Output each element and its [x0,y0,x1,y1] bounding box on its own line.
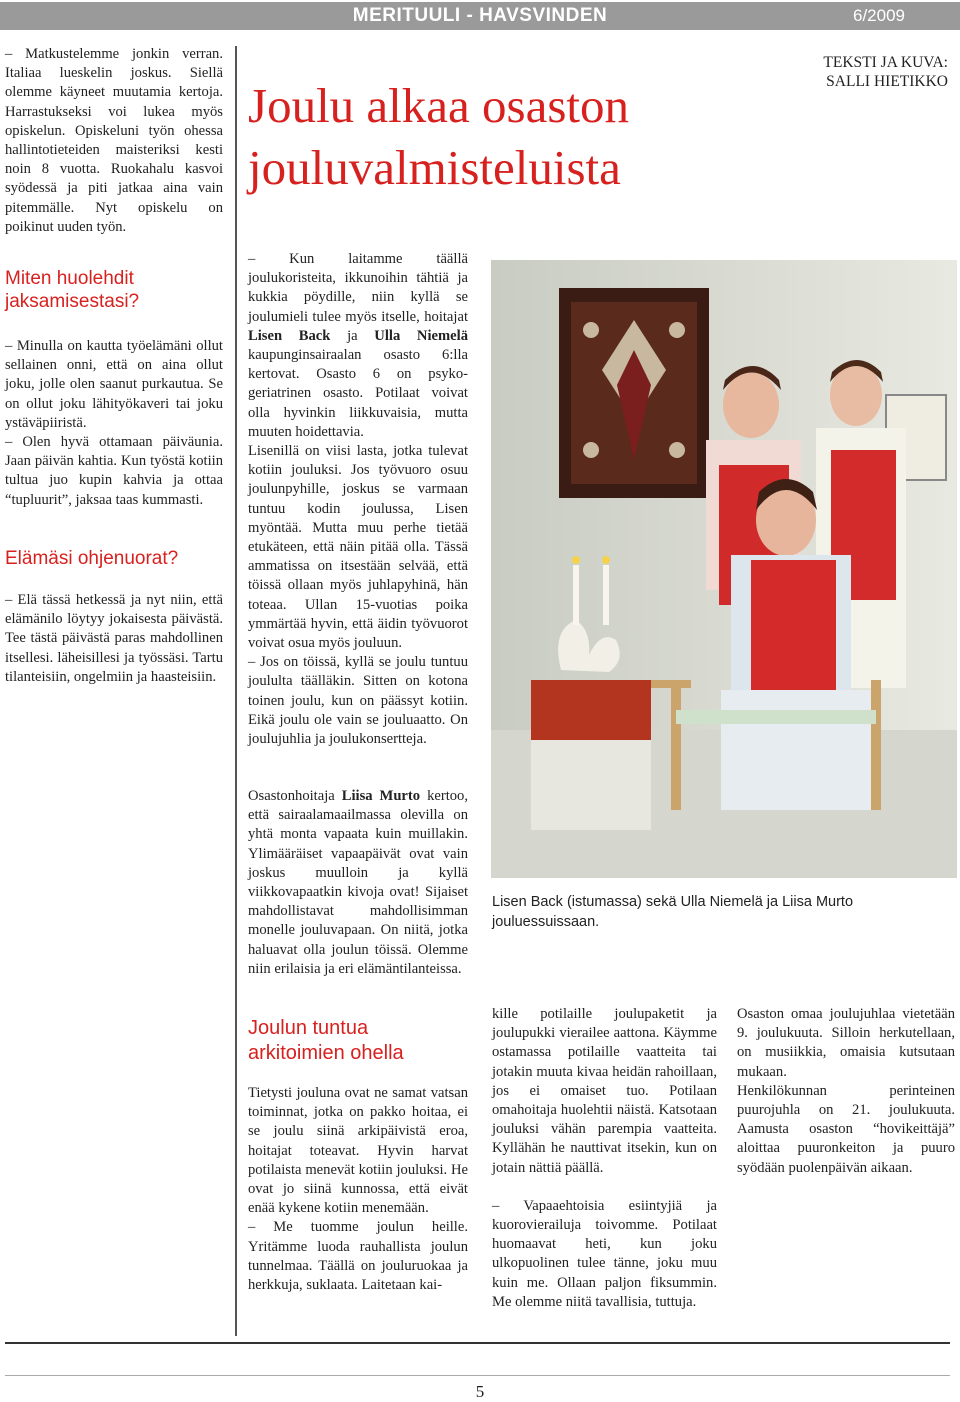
body-paragraph: Henkilökunnan perinteinen puurojuhla on 21. joulukuuta. Aamusta osaston “hovikeittäjä” aloittaa puuronkeiton ja puuro syödään puolenpäivän aikaan. [737,1082,955,1176]
page-number: 5 [475,1382,485,1401]
bottom-column-3 [492,1005,717,1312]
body-paragraph: – Me tuomme joulun heille. Yritämme luoda rauhallista joulun tunnelmaa. Täällä on jouluruokaa ja herkkuja, suklaata. Laitetaan kai- [248,1219,468,1294]
intro-paragraph: – Matkustelemme jonkin verran. Italiaa lueskelin joskus. Siellä olemme käyneet muutamia kertoja. Harrastukseksi voi lukea myös opiskelun. Opiskeluni työn ohessa hallintotieteiden maisteriksi kesti noin 8 vuotta. Ruokahalu kasvoi syödessä ja piti jatkaa aina vain pitemmälle. Nyt opiskelu on poikinut uuden työn. [5,46,223,235]
photo-illustration [491,260,957,878]
left-answer-2 [5,591,223,687]
bottom-column-4 [737,1005,955,1178]
byline [823,53,948,91]
issue-number: 6/2009 [853,6,905,25]
publication-name: MERITUULI - HAVSVINDEN [352,5,608,26]
photo-caption: Lisen Back (istumassa) sekä Ulla Niemelä ja Liisa Murto jouluessuissaan. [492,894,854,930]
nurses-photo [491,260,957,878]
middle-column-2 [248,787,468,979]
body-paragraph: – Vapaaehtoisia esiintyjiä ja kuorovierailuja toivomme. Potilaat huomaavat heti, kun joku ulkopuolinen tulee tänne, joku muu kuin me. Ollaan paljon fiksummin. Me olemme niitä tavallisia, tuttuja. [492,1197,717,1310]
body-paragraph: Osaston omaa joulujuhlaa vietetään 9. joulukuuta. Silloin herkutellaan, on musiikkia, omaisia kutsutaan mukaan. [737,1006,955,1080]
subheading-ohjenuorat: Elämäsi ohjenuorat? [5,548,179,569]
body-paragraph: Lisenillä on viisi lasta, jotka tulevat kotiin jouluksi. Jos työvuoro osuu joulunpyhille, joskus se varmaan tuntuu kodin joulussa, Lisen myöntää. Mutta muu perhe tietää etukäteen, että näin pitää olla. Tässä ammatissa on itsestään selvää, että töissä ollaan myös juhlapyhinä, hän toteaa. Ullan 15-vuotias poika ymmärtää hyvin, että äidin työvuorot voivat osua myös jouluun. [248,443,468,652]
person-name: Liisa Murto [341,788,421,804]
middle-column-3 [248,1084,468,1295]
answer-paragraph: – Olen hyvä ottamaan päiväunia. Jaan päivän kahtia. Kun työstä kotiin tultua juo kupin kahvia ja ottaa “tupluurit”, jaksaa taas kummasti. [5,434,223,508]
body-paragraph: Tietysti jouluna ovat ne samat vatsan toiminnat, jotka on pakko hoitaa, ei se joulu siinä arkipäivistä eroa, hoitajat toteavat. Hyvin harvat potilaista menevät kotiin jouluksi. He ovat jo siinä kunnossa, että eivät enää kykene kotiin menemään. [248,1085,468,1217]
person-name: Ulla Niemelä [374,327,468,344]
page-rule [5,1342,950,1344]
subheading-jaksaminen: Miten huolehdit jaksamisestasi? [5,268,140,312]
byline-author: SALLI HIETIKKO [826,73,948,90]
body-paragraph: – Jos on töissä, kyllä se joulu tuntuu joululta täälläkin. Sitten on kotona toinen joulu, kun on päässyt kotiin. Eikä joulu ole vain se jouluaatto. On joulujuhlia ja joulukonsertteja. [248,654,468,748]
middle-column-top [248,250,468,749]
body-paragraph: – Kun laitamme täällä joulukoristeita, ikkunoihin tähtiä ja kukkia pöydille, niin kyllä se joulumieli tulee myös itselle, hoitajat Lisen Back ja Ulla Niemelä kaupunginsairaalan osasto 6:lla kertovat. Osasto 6 on psyko-geriatrinen osasto. Potilaat voivat olla hyvinkin liikkuvaisia, mutta muuten hoidettavia. [248,251,468,440]
title-line-1: Joulu alkaa osaston [248,78,630,133]
subheading-arkitoimet: Joulun tuntua arkitoimien ohella [248,1017,404,1064]
left-intro [5,45,223,237]
answer-paragraph: – Minulla on kautta työelämäni ollut sellainen onni, että on aina ollut joku, jolle olen saanut purkautua. Se on ollut joku lähityökaveri tai joku ystäväpiiristä. [5,338,223,431]
person-name: Lisen Back [248,327,331,344]
byline-label: TEKSTI JA KUVA: [823,54,948,71]
body-paragraph: Osastonhoitaja Liisa Murto kertoo, että sairaalamaailmassa olevilla on yhtä monta vapaata kuin muillakin. Ylimääräiset vapaapäivät ovat vain joskus muulloin ja kyllä viikkovapaatkin kivoja ovat! Sijaiset mahdollistavat mahdollisimman monelle jouluvapaan. On niitä, jotka haluavat olla joulun töissä. Olemme niin erilaisia ja eri elämäntilanteissa. [248,788,468,977]
column-divider [235,46,237,1336]
page-header [0,2,960,30]
article-title [248,75,808,199]
left-answer-1 [5,337,223,510]
title-line-2: jouluvalmisteluista [248,140,621,195]
body-paragraph: kille potilaille joulupaketit ja joulupukki vierailee aattona. Käymme ostamassa potilaille vaatteita tai jotakin muuta kivaa heidän rahoillaan, jos ei omaiset tuo. Potilaan omahoitaja huolehtii näistä. Katsotaan jouluksi vähän parempia vaatteita. Kyllähän he nauttivat itsekin, kun on jotain nättiä päällä. [492,1006,717,1176]
page-rule-thin [5,1375,950,1376]
answer-paragraph: – Elä tässä hetkessä ja nyt niin, että elämänilo löytyy jokaisesta päivästä. Tee tästä päivästä paras mahdollinen itsellesi. läheisillesi ja työssäsi. Tartu tilanteisiin, ongelmiin ja haasteisiin. [5,592,223,685]
